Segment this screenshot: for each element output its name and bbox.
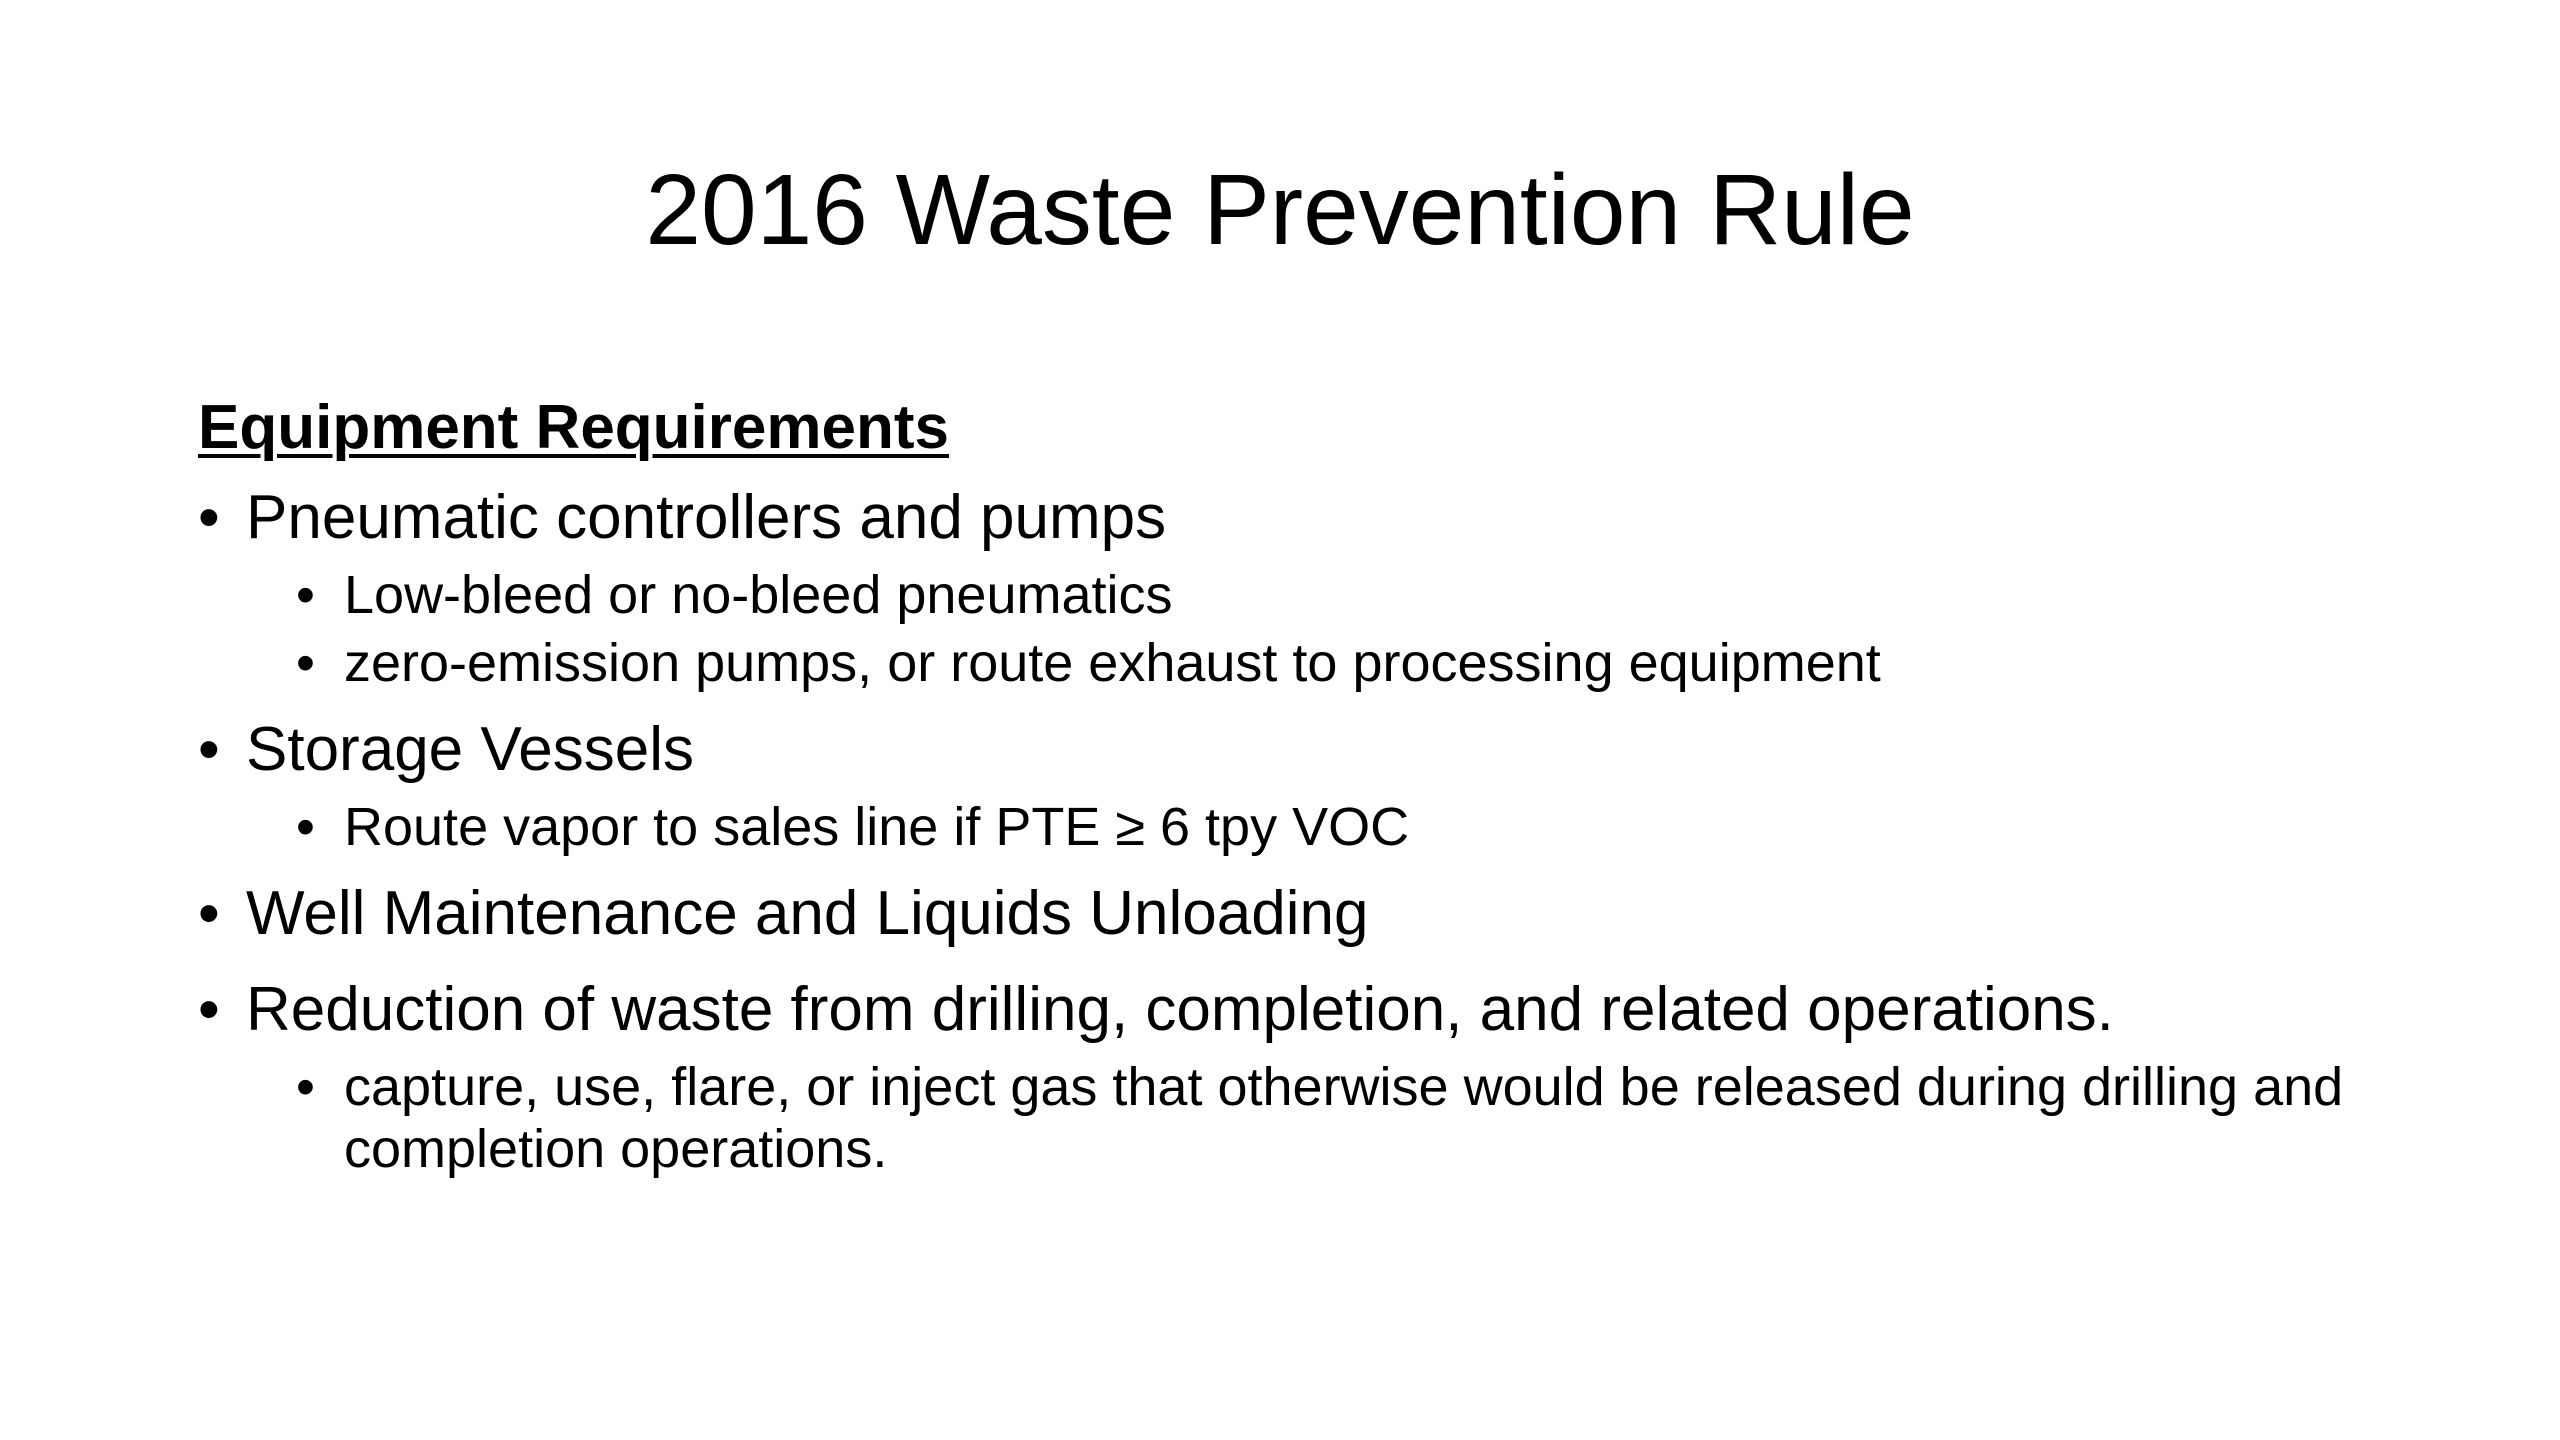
- bullet-text: Storage Vessels: [246, 715, 695, 784]
- sub-bullet-text: zero-emission pumps, or route exhaust to processing equipment: [344, 633, 1881, 693]
- sub-bullet-item: [198, 564, 2418, 626]
- slide-content: [198, 388, 2418, 1180]
- bullet-text: Reduction of waste from drilling, completion, and related operations.: [246, 975, 2114, 1044]
- bullet-text: Well Maintenance and Liquids Unloading: [246, 879, 1369, 948]
- sub-bullet-text: Low-bleed or no-bleed pneumatics: [344, 565, 1173, 625]
- sub-bullet-marker: •: [296, 1057, 315, 1117]
- bullet-text: Pneumatic controllers and pumps: [246, 483, 1167, 552]
- section-heading: Equipment Requirements: [198, 393, 949, 462]
- bullet-item: [198, 874, 2418, 954]
- bullet-item: [198, 970, 2418, 1050]
- sub-bullet-item: [198, 1056, 2418, 1180]
- sub-bullet-text: capture, use, flare, or inject gas that otherwise would be released during drilling and completion operations.: [344, 1057, 2344, 1179]
- bullet-marker: •: [198, 483, 220, 552]
- slide-title: 2016 Waste Prevention Rule: [645, 154, 1915, 266]
- bullet-marker: •: [198, 879, 220, 948]
- sub-bullet-marker: •: [296, 565, 315, 625]
- sub-bullet-text: Route vapor to sales line if PTE ≥ 6 tpy VOC: [344, 797, 1410, 857]
- bullet-marker: •: [198, 715, 220, 784]
- bullet-item: [198, 478, 2418, 558]
- sub-bullet-item: [198, 796, 2418, 858]
- sub-bullet-marker: •: [296, 797, 315, 857]
- sub-bullet-marker: •: [296, 633, 315, 693]
- bullet-item: [198, 710, 2418, 790]
- sub-bullet-item: [198, 632, 2418, 694]
- bullet-marker: •: [198, 975, 220, 1044]
